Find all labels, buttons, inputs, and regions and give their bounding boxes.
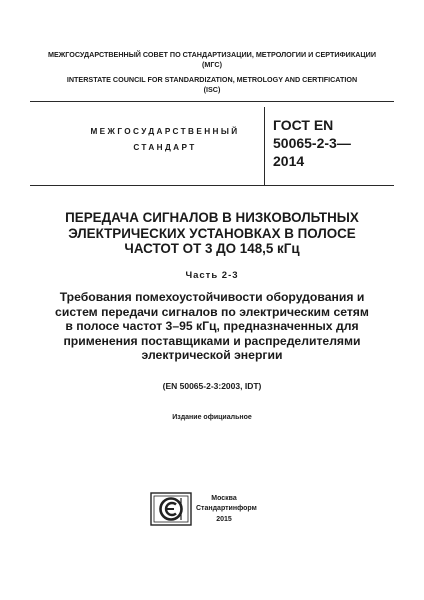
- title-line1: ПЕРЕДАЧА СИГНАЛОВ В НИЗКОВОЛЬТНЫХ: [65, 210, 359, 225]
- edition-note: Издание официальное: [172, 414, 252, 421]
- designation-line2: 50065-2-3—: [273, 135, 351, 151]
- subtitle-line5: электрической энергии: [141, 348, 283, 363]
- council-en: [30, 75, 394, 95]
- designation-line1: ГОСТ EN: [273, 117, 334, 133]
- council-ru-abbr: (МГС): [202, 60, 222, 69]
- document-title: [20, 210, 404, 257]
- designation-divider: [264, 107, 265, 185]
- council-ru-name: МЕЖГОСУДАРСТВЕННЫЙ СОВЕТ ПО СТАНДАРТИЗАЦИИ, МЕТРОЛОГИИ И СЕРТИФИКАЦИИ: [47, 50, 377, 59]
- part-number: Часть 2-3: [185, 270, 239, 281]
- publisher-year: 2015: [216, 515, 232, 523]
- standard-type-line1: МЕЖГОСУДАРСТВЕННЫЙ: [90, 127, 240, 136]
- standard-type-line2: СТАНДАРТ: [133, 143, 197, 152]
- bottom-rule: [30, 185, 394, 186]
- council-ru: [30, 50, 394, 70]
- equivalence-note: (EN 50065-2-3:2003, IDT): [162, 381, 262, 391]
- title-line3: ЧАСТОТ ОТ 3 ДО 148,5 кГц: [124, 241, 300, 256]
- subtitle-line1: Требования помехоустойчивости оборудования и: [59, 290, 365, 304]
- publisher-logo-icon: [150, 492, 192, 526]
- subtitle-line3: в полосе частот 3–95 кГц, предназначенных для: [65, 319, 359, 334]
- top-rule: [30, 101, 394, 102]
- council-en-abbr: (ISC): [203, 85, 221, 94]
- standard-designation: [273, 116, 403, 170]
- title-line2: ЭЛЕКТРИЧЕСКИХ УСТАНОВКАХ В ПОЛОСЕ: [68, 225, 356, 241]
- council-en-name: INTERSTATE COUNCIL FOR STANDARDIZATION, METROLOGY AND CERTIFICATION: [66, 75, 358, 84]
- subtitle-line2: систем передачи сигналов по электрическим сетям: [55, 304, 369, 319]
- document-subtitle: [20, 290, 404, 363]
- publisher-city: Москва: [211, 495, 237, 502]
- designation-line3: 2014: [273, 153, 305, 169]
- subtitle-line4: применения поставщиками и распределителями: [63, 333, 361, 348]
- publisher-name: Стандартинформ: [196, 505, 257, 513]
- publisher-block: [196, 494, 257, 525]
